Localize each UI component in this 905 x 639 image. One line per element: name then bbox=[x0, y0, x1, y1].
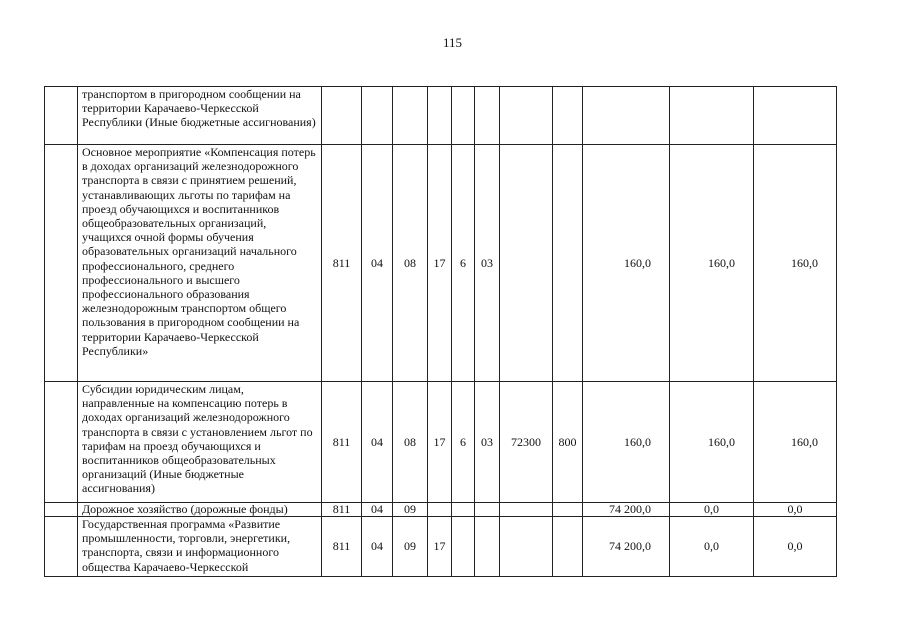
ministry-code-cell: 811 bbox=[322, 145, 362, 382]
section-code-cell: 04 bbox=[362, 517, 393, 577]
description-cell: Основное мероприятие «Компенсация потерь в доходах организаций железнодорожного транспорта в связи с принятием решений, устанавливающих льготы по тарифам на проезд обучающихся и воспитанников общеобразовательных организаций, учащихся очной формы обучения образовательных организаций начального профессионального, среднего профессионального и высшего профессионального образования железнодорожным транспортом общего пользования в пригородном сообщении на территории Карачаево-Черкесской Республики» bbox=[78, 145, 322, 382]
direction-code-cell bbox=[500, 517, 553, 577]
subsection-code-cell: 08 bbox=[393, 145, 428, 382]
program-code-cell: 17 bbox=[428, 517, 452, 577]
event-code-cell bbox=[475, 503, 500, 517]
expense-type-cell: 800 bbox=[553, 382, 583, 503]
amount-1-cell: 74 200,0 bbox=[583, 503, 670, 517]
subsection-code-cell: 09 bbox=[393, 517, 428, 577]
direction-code-cell bbox=[500, 87, 553, 145]
amount-1-cell: 160,0 bbox=[583, 145, 670, 382]
budget-table bbox=[44, 86, 837, 577]
row-number-cell bbox=[45, 503, 78, 517]
expense-type-cell bbox=[553, 503, 583, 517]
event-code-cell bbox=[475, 87, 500, 145]
subsection-code-cell bbox=[393, 87, 428, 145]
amount-2-cell: 0,0 bbox=[670, 503, 754, 517]
direction-code-cell bbox=[500, 145, 553, 382]
description-cell: транспортом в пригородном сообщении на территории Карачаево-Черкесской Республики (Иные бюджетные ассигнования) bbox=[78, 87, 322, 145]
row-number-cell bbox=[45, 145, 78, 382]
amount-2-cell: 0,0 bbox=[670, 517, 754, 577]
section-code-cell: 04 bbox=[362, 145, 393, 382]
table-row bbox=[45, 517, 837, 577]
expense-type-cell bbox=[553, 87, 583, 145]
ministry-code-cell: 811 bbox=[322, 503, 362, 517]
amount-2-cell bbox=[670, 87, 754, 145]
subprogram-code-cell bbox=[452, 517, 475, 577]
ministry-code-cell: 811 bbox=[322, 382, 362, 503]
amount-3-cell bbox=[754, 87, 837, 145]
event-code-cell bbox=[475, 517, 500, 577]
amount-1-cell: 160,0 bbox=[583, 382, 670, 503]
amount-3-cell: 160,0 bbox=[754, 382, 837, 503]
description-cell: Дорожное хозяйство (дорожные фонды) bbox=[78, 503, 322, 517]
subsection-code-cell: 08 bbox=[393, 382, 428, 503]
event-code-cell: 03 bbox=[475, 382, 500, 503]
description-cell: Субсидии юридическим лицам, направленные на компенсацию потерь в доходах организаций железнодорожного транспорта в связи с установлением льгот по тарифам на проезд обучающихся и воспитанников общеобразовательных организаций (Иные бюджетные ассигнования) bbox=[78, 382, 322, 503]
amount-3-cell: 0,0 bbox=[754, 503, 837, 517]
amount-1-cell bbox=[583, 87, 670, 145]
section-code-cell: 04 bbox=[362, 382, 393, 503]
amount-2-cell: 160,0 bbox=[670, 382, 754, 503]
ministry-code-cell: 811 bbox=[322, 517, 362, 577]
table-row bbox=[45, 503, 837, 517]
program-code-cell bbox=[428, 87, 452, 145]
table-row bbox=[45, 145, 837, 382]
table-row bbox=[45, 382, 837, 503]
program-code-cell: 17 bbox=[428, 382, 452, 503]
subprogram-code-cell bbox=[452, 503, 475, 517]
ministry-code-cell bbox=[322, 87, 362, 145]
subprogram-code-cell bbox=[452, 87, 475, 145]
expense-type-cell bbox=[553, 517, 583, 577]
table-row bbox=[45, 87, 837, 145]
subprogram-code-cell: 6 bbox=[452, 145, 475, 382]
section-code-cell bbox=[362, 87, 393, 145]
row-number-cell bbox=[45, 517, 78, 577]
subprogram-code-cell: 6 bbox=[452, 382, 475, 503]
row-number-cell bbox=[45, 87, 78, 145]
amount-3-cell: 0,0 bbox=[754, 517, 837, 577]
event-code-cell: 03 bbox=[475, 145, 500, 382]
program-code-cell bbox=[428, 503, 452, 517]
page-number: 115 bbox=[442, 35, 463, 50]
program-code-cell: 17 bbox=[428, 145, 452, 382]
subsection-code-cell: 09 bbox=[393, 503, 428, 517]
section-code-cell: 04 bbox=[362, 503, 393, 517]
description-cell: Государственная программа «Развитие промышленности, торговли, энергетики, транспорта, связи и информационного общества Карачаево-Черкесской bbox=[78, 517, 322, 577]
amount-2-cell: 160,0 bbox=[670, 145, 754, 382]
amount-1-cell: 74 200,0 bbox=[583, 517, 670, 577]
row-number-cell bbox=[45, 382, 78, 503]
expense-type-cell bbox=[553, 145, 583, 382]
direction-code-cell bbox=[500, 503, 553, 517]
direction-code-cell: 72300 bbox=[500, 382, 553, 503]
amount-3-cell: 160,0 bbox=[754, 145, 837, 382]
